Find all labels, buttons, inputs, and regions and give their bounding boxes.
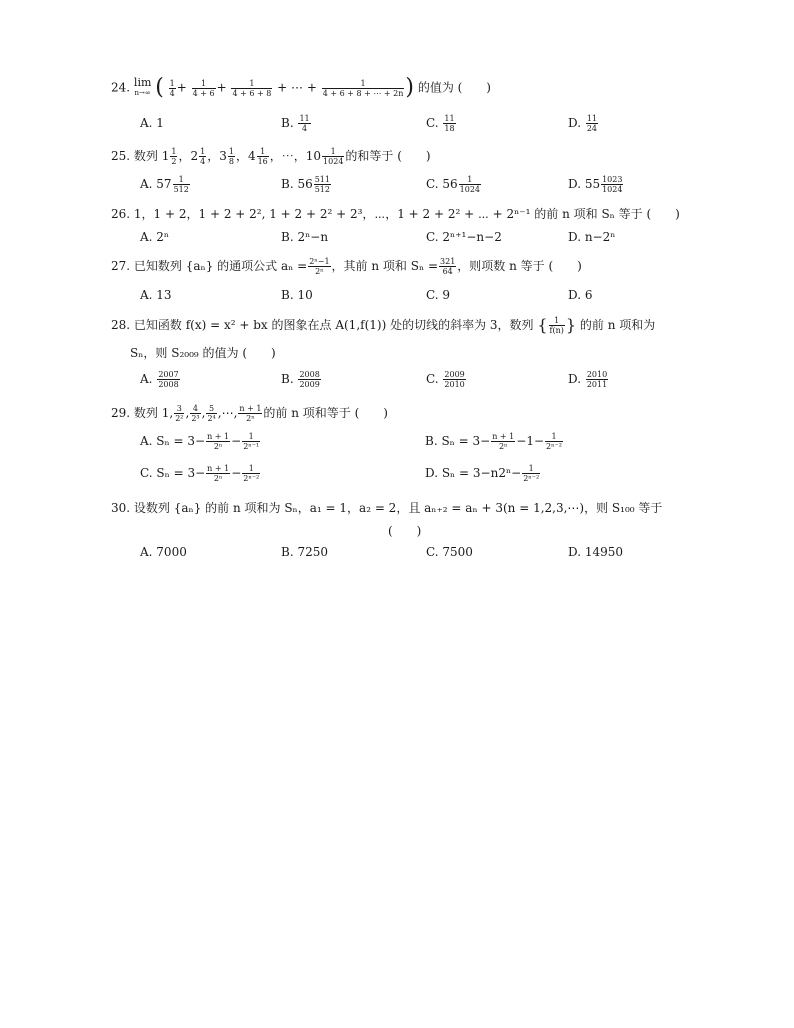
option-b[interactable]: B. 10 [281, 288, 313, 302]
option-c[interactable]: C. Sₙ = 3− $\frac{n + 1}{\text{2ⁿ}}$ − $\frac{1}{\text{2ⁿ⁻²}}$ [140, 464, 260, 483]
option-d[interactable]: D. 55 $\frac{1023}{1024}$ [568, 175, 623, 194]
option-a[interactable]: A. 7000 [140, 545, 187, 559]
option-a[interactable]: A. 2ⁿ [140, 230, 170, 244]
options-28 [140, 370, 700, 396]
options-27 [140, 286, 700, 312]
option-c[interactable]: C. $\frac{2009}{2010}$ [426, 370, 465, 389]
option-b[interactable]: B. 7250 [281, 545, 328, 559]
question-number: 24. [111, 80, 131, 95]
question-25: 25. 数列 1 $\frac{1}{2}$ ，2 $\frac{1}{4}$ ，3 $\frac{1}{8}$ ，4 $\frac{1}{16}$ ，⋯，10 $\frac{1}{1024}$ 的和等于 ( ) [111, 147, 431, 166]
option-d[interactable]: D. Sₙ = 3−n2ⁿ− $\frac{1}{\text{2ⁿ⁻²}}$ [425, 464, 540, 483]
question-26: 26. 1，1 + 2，1 + 2 + 2², 1 + 2 + 2² + 2³，⋯，1 + 2 + 2² + ⋯ + 2ⁿ⁻¹ 的前 n 项和 Sₙ 等于 ( ) [111, 207, 680, 221]
question-28: 28. 已知函数 f(x) = x² + bx 的图象在点 A(1,f(1)) 处的切线的斜率为 3，数列 { $\frac{1}{f(n)}$ } 的前 n 项和为 [111, 315, 656, 335]
options-30 [140, 543, 700, 569]
option-b[interactable]: B. $\frac{11}{4}$ [281, 114, 310, 133]
options-29-row2 [140, 464, 700, 490]
fraction: $\frac{1}{4 + 6 + 8 + \cdots + 2n}$ [322, 78, 404, 98]
option-d[interactable]: D. 6 [568, 288, 593, 302]
option-a[interactable]: A. $\frac{2007}{2008}$ [140, 370, 179, 389]
fraction: $\frac{1}{4 + 6 + 8}$ [232, 78, 272, 98]
option-b[interactable]: B. $\frac{2008}{2009}$ [281, 370, 320, 389]
option-b[interactable]: B. Sₙ = 3− $\frac{n + 1}{\text{2ⁿ}}$ −1− $\frac{1}{\text{2ⁿ⁻²}}$ [425, 432, 562, 451]
options-24 [140, 114, 700, 140]
option-b[interactable]: B. 56 $\frac{511}{512}$ [281, 175, 330, 194]
options-29-row1 [140, 432, 700, 458]
fraction: $\frac{1}{4 + 6}$ [192, 78, 215, 98]
question-27: 27. 已知数列 {aₙ} 的通项公式 aₙ = $\frac{\text{2ⁿ−1}}{\text{2ⁿ}}$ ，其前 n 项和 Sₙ = $\frac{321}{64}$ ，则项数 n 等于 ( ) [111, 257, 582, 276]
options-26 [140, 228, 700, 254]
question-tail: 的值为 ( ) [417, 80, 491, 95]
option-a[interactable]: A. 57 $\frac{1}{512}$ [140, 175, 189, 194]
option-c[interactable]: C. 2ⁿ⁺¹−n−2 [426, 230, 502, 244]
option-c[interactable]: C. 9 [426, 288, 451, 302]
option-c[interactable]: C. 56 $\frac{1}{1024}$ [426, 175, 481, 194]
option-c[interactable]: C. 7500 [426, 545, 473, 559]
question-24: 24. lim n→∞ ( $\frac{1}{4}$ + $\frac{1}{4 + 6}$ + $\frac{1}{4 + 6 + 8}$ + ⋯ + $\frac{1}{4 + 6 + 8 + \cdots + 2n}$ ) 的值为 ( ) [111, 75, 491, 100]
option-d[interactable]: D. $\frac{11}{24}$ [568, 114, 598, 133]
option-d[interactable]: D. 14950 [568, 545, 623, 559]
answer-paren: ( ) [388, 524, 422, 538]
options-25 [140, 175, 700, 201]
option-b[interactable]: B. 2ⁿ−n [281, 230, 329, 244]
limit-symbol: lim n→∞ [133, 76, 152, 97]
option-c[interactable]: C. $\frac{11}{18}$ [426, 114, 455, 133]
option-a[interactable]: A. Sₙ = 3− $\frac{n + 1}{\text{2ⁿ}}$ − $\frac{1}{\text{2ⁿ⁻¹}}$ [140, 432, 260, 451]
option-d[interactable]: D. $\frac{2010}{2011}$ [568, 370, 608, 389]
option-a[interactable]: A. 13 [140, 288, 172, 302]
question-30: 30. 设数列 {aₙ} 的前 n 项和为 Sₙ，a₁ = 1，a₂ = 2，且 aₙ₊₂ = aₙ + 3(n = 1,2,3,⋯)，则 S₁₀₀ 等于 [111, 501, 663, 515]
question-29: 29. 数列 1, $\frac{3}{\text{2²}}$ , $\frac{4}{\text{2³}}$ , $\frac{5}{\text{2⁴}}$ ,⋯, $\frac{n + 1}{\text{2ⁿ}}$ 的前 n 项和等于 ( ) [111, 404, 388, 423]
option-a[interactable]: A. 1 [140, 116, 164, 130]
question-28-line2: Sₙ，则 S₂₀₀₉ 的值为 ( ) [130, 346, 276, 360]
fraction: $\frac{1}{4}$ [169, 78, 175, 98]
option-d[interactable]: D. n−2ⁿ [568, 230, 616, 244]
